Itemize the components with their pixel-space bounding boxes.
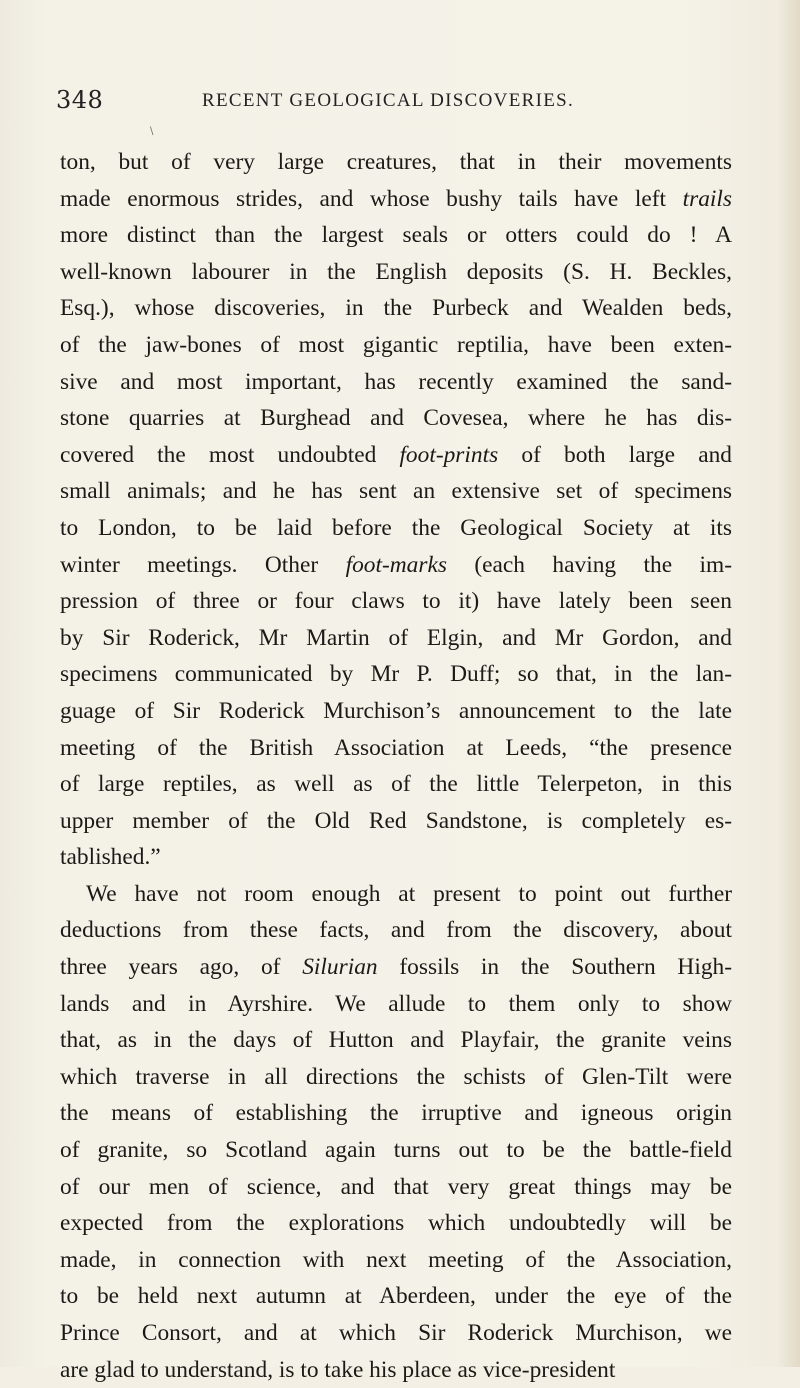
text-run: Prince Consort, and at which Sir Roderick Murchison, we xyxy=(60,1320,732,1346)
text-line xyxy=(60,290,732,327)
text-line xyxy=(60,1132,732,1169)
text-line xyxy=(60,986,732,1023)
text-run: stone quarries at Burghead and Covesea, where he has dis- xyxy=(60,405,732,432)
text-run: small animals; and he has sent an extensive set of specimens xyxy=(60,478,732,505)
text-run: that, as in the days of Hutton and Playfair, the granite veins xyxy=(60,1027,732,1054)
italic-run: Silurian xyxy=(302,954,378,981)
text-run: ton, but of very large creatures, that in their movements xyxy=(60,149,732,175)
text-line xyxy=(60,327,732,364)
text-run: of both large and xyxy=(498,441,732,468)
text-run: deductions from these facts, and from the discovery, about xyxy=(60,917,732,944)
text-run: covered the most undoubted xyxy=(60,441,400,468)
text-run: three years ago, of xyxy=(60,954,303,981)
text-line xyxy=(60,1278,732,1315)
paragraph xyxy=(60,876,732,1388)
text-run: which traverse in all directions the schists of Glen-Tilt were xyxy=(60,1063,732,1090)
text-line xyxy=(60,1205,732,1242)
text-run: sive and most important, has recently examined the sand- xyxy=(60,368,732,395)
text-line xyxy=(60,693,732,730)
text-line xyxy=(60,583,732,620)
text-run: Esq.), whose discoveries, in the Purbeck and Wealden beds, xyxy=(60,295,732,322)
text-line xyxy=(60,730,732,767)
italic-run: foot-prints xyxy=(399,441,499,468)
text-run: guage of Sir Roderick Murchison’s announcement to the late xyxy=(60,697,732,724)
text-run: of the jaw-bones of most gigantic reptilia, have been exten- xyxy=(60,331,732,358)
text-line xyxy=(60,1169,732,1206)
text-line xyxy=(60,400,732,437)
text-line xyxy=(60,839,732,876)
text-line xyxy=(60,1059,732,1096)
text-run: We have not room enough at present to point out further xyxy=(86,880,732,907)
text-run: by Sir Roderick, Mr Martin of Elgin, and Mr Gordon, and xyxy=(60,624,732,651)
text-run: expected from the explorations which undoubtedly will be xyxy=(60,1210,732,1237)
text-line xyxy=(60,1352,732,1388)
text-line xyxy=(60,437,732,474)
text-run: tablished.” xyxy=(60,844,161,871)
italic-run: foot-marks xyxy=(345,551,447,578)
text-line xyxy=(60,656,732,693)
text-line xyxy=(60,547,732,584)
running-head-title: RECENT GEOLOGICAL DISCOVERIES. xyxy=(202,90,575,111)
text-run: well-known labourer in the English deposits (S. H. Beckles, xyxy=(60,258,732,285)
text-run: are glad to understand, is to take his place as vice-president xyxy=(60,1356,616,1383)
text-run: specimens communicated by Mr P. Duff; so that, in the lan- xyxy=(60,661,732,688)
page-edge-shadow xyxy=(778,0,800,1367)
text-run: made, in connection with next meeting of the Association, xyxy=(60,1246,732,1273)
text-run: winter meetings. Other xyxy=(60,551,346,578)
text-run: pression of three or four claws to it) have lately been seen xyxy=(60,588,732,615)
text-line xyxy=(60,364,732,401)
text-line xyxy=(60,254,732,291)
text-line xyxy=(60,181,732,218)
text-line xyxy=(60,803,732,840)
page-number: 348 xyxy=(56,86,104,114)
text-run: to London, to be laid before the Geological Society at its xyxy=(60,514,732,541)
text-line xyxy=(60,473,732,510)
text-run: upper member of the Old Red Sandstone, is completely es- xyxy=(60,807,732,834)
text-run: meeting of the British Association at Leeds, “the presence xyxy=(60,734,732,761)
text-run: lands and in Ayrshire. We allude to them only to show xyxy=(60,990,732,1017)
text-line xyxy=(60,620,732,657)
text-run: of granite, so Scotland again turns out to be the battle-field xyxy=(60,1137,732,1164)
text-line xyxy=(60,1315,732,1352)
text-run: fossils in the Southern High- xyxy=(377,954,732,981)
text-run: of our men of science, and that very great things may be xyxy=(60,1173,732,1200)
text-run: (each having the im- xyxy=(446,551,732,578)
text-run: of large reptiles, as well as of the little Telerpeton, in this xyxy=(60,771,732,798)
text-run: the means of establishing the irruptive and igneous origin xyxy=(60,1100,732,1127)
text-line xyxy=(60,912,732,949)
text-line xyxy=(60,1242,732,1279)
stray-print-mark: \ xyxy=(150,126,154,137)
paragraph xyxy=(60,144,732,876)
text-line xyxy=(60,144,732,181)
text-run: more distinct than the largest seals or otters could do ! A xyxy=(60,222,732,249)
text-run: to be held next autumn at Aberdeen, under the eye of the xyxy=(60,1283,732,1310)
text-line xyxy=(60,949,732,986)
text-line xyxy=(60,876,732,913)
text-line xyxy=(60,1022,732,1059)
text-line xyxy=(60,766,732,803)
running-head xyxy=(56,86,756,116)
text-line xyxy=(60,217,732,254)
text-line xyxy=(60,1095,732,1132)
text-run: made enormous strides, and whose bushy tails have left xyxy=(60,185,683,212)
italic-run: trails xyxy=(682,185,732,212)
text-line xyxy=(60,510,732,547)
body-text xyxy=(60,144,732,1388)
